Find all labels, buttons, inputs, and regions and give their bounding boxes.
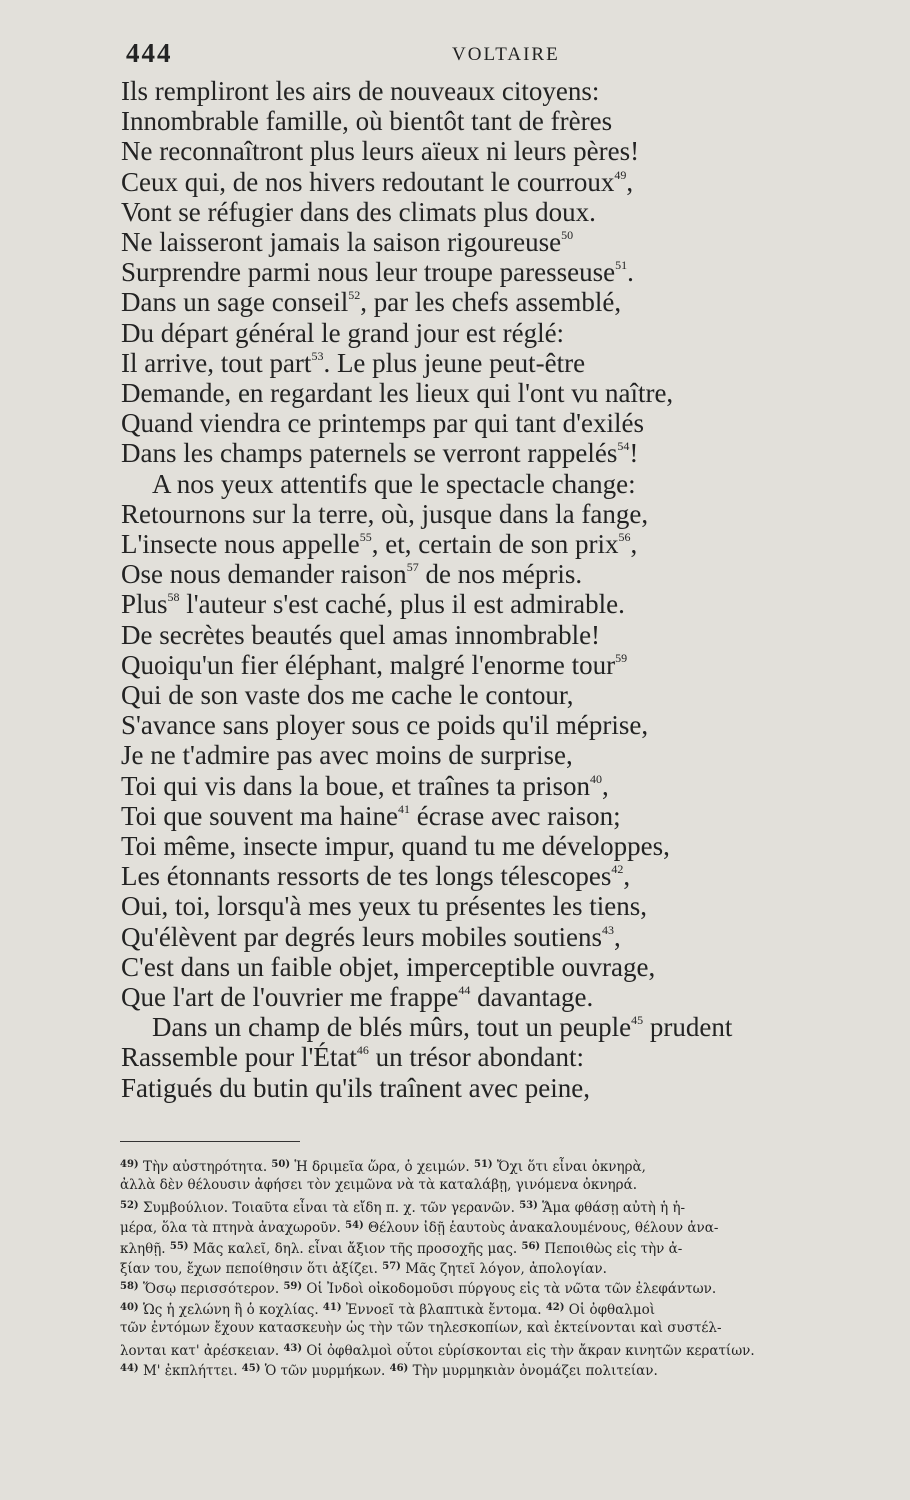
- footnote-line: [120, 1196, 685, 1218]
- text-run: un trésor abondant:: [368, 1042, 585, 1073]
- verse-line: [121, 1042, 584, 1072]
- text-run: Πεποιθὼς εἰς τὴν ἀ-: [540, 1240, 683, 1257]
- text-run: davantage.: [470, 982, 594, 1012]
- text-run: Il arrive, tout part: [121, 347, 312, 378]
- text-run: Qui de son vaste dos me cache le contour,: [121, 680, 574, 710]
- text-run: Ἡ δριμεῖα ὥρα, ὁ χειμών.: [290, 1159, 474, 1175]
- text-run: Toi que souvent ma haine: [121, 800, 399, 831]
- verse-line: [121, 227, 573, 257]
- running-head: VOLTAIRE: [452, 44, 560, 65]
- verse-line: [121, 257, 634, 287]
- verse-line: [152, 469, 636, 499]
- text-run: Ne laisseront jamais la saison rigoureuse: [121, 227, 562, 257]
- footnote-marker: 46): [389, 1363, 409, 1374]
- text-run: ,: [623, 861, 631, 892]
- verse-line: [121, 318, 564, 348]
- text-run: ,: [614, 921, 621, 952]
- verse-line: [121, 197, 596, 227]
- verse-line: [121, 650, 627, 680]
- text-run: C'est dans un faible objet, imperceptible ouvrage,: [121, 951, 656, 982]
- verse-line: [121, 680, 574, 710]
- text-run: Innombrable famille, où bientôt tant de frères: [121, 106, 613, 137]
- footnote-marker: 55): [169, 1240, 189, 1252]
- footnote-marker: 40: [590, 771, 603, 786]
- verse-line: [121, 861, 630, 891]
- text-run: λονται κατ' ἀρέσκειαν.: [120, 1342, 284, 1359]
- text-run: Fatigués du butin qu'ils traînent avec peine,: [121, 1072, 591, 1103]
- text-run: Les étonnants ressorts de tes longs télescopes: [121, 861, 612, 892]
- text-run: Oui, toi, lorsqu'à mes yeux tu présentes les tiens,: [121, 891, 648, 922]
- verse-line: [121, 891, 647, 921]
- footnote-marker: 51: [615, 258, 628, 273]
- text-run: Ἐννοεῖ τὰ βλαπτικὰ ἔντομα.: [341, 1301, 546, 1318]
- text-run: Plus: [121, 589, 168, 620]
- text-run: μέρα, ὅλα τὰ πτηνὰ ἀναχωροῦν.: [120, 1220, 346, 1237]
- footnote-marker: 52: [348, 288, 361, 303]
- verse-line: [121, 710, 648, 740]
- verse-line: [121, 740, 573, 770]
- footnote-marker: 54: [617, 439, 630, 454]
- text-run: de nos mépris.: [418, 559, 583, 590]
- footnote-marker: 42: [611, 862, 624, 877]
- footnote-line: [120, 1298, 655, 1320]
- text-run: ,: [630, 529, 638, 559]
- text-run: Μ' ἐκπλήττει.: [138, 1363, 242, 1379]
- text-run: Surprendre parmi nous leur troupe paresseuse: [121, 257, 616, 288]
- footnote-marker: 49): [120, 1159, 139, 1170]
- verse-line: [121, 408, 644, 438]
- page-header: [0, 38, 910, 70]
- verse-line: [121, 76, 599, 106]
- text-run: l'auteur s'est caché, plus il est admirable.: [179, 589, 625, 620]
- text-run: !: [629, 438, 639, 469]
- footnote-marker: 57: [406, 560, 419, 575]
- text-run: ,: [626, 166, 634, 197]
- text-run: Rassemble pour l'État: [121, 1042, 357, 1073]
- footnote-line: [120, 1339, 755, 1361]
- verse-line: [121, 136, 639, 166]
- footnote-marker: 45: [631, 1013, 644, 1028]
- text-run: Ἅμα φθάσῃ αὐτὴ ἡ ἡ-: [537, 1199, 686, 1216]
- footnote-marker: 44): [120, 1363, 139, 1374]
- footnote-line: [120, 1277, 716, 1299]
- text-run: Ὁ τῶν μυρμήκων.: [260, 1363, 390, 1379]
- footnote-line: [120, 1318, 722, 1338]
- footnote-rule: [120, 1141, 300, 1142]
- text-run: Du départ général le grand jour est réglé:: [121, 317, 565, 348]
- verse-line: [121, 348, 585, 378]
- text-run: Que l'art de l'ouvrier me frappe: [121, 982, 459, 1012]
- footnote-marker: 50): [271, 1159, 291, 1170]
- verse-line: [121, 801, 621, 831]
- footnote-marker: 55: [359, 530, 372, 544]
- verse-line: [121, 831, 670, 861]
- footnote-line: [120, 1216, 718, 1238]
- footnote-marker: 56): [521, 1240, 541, 1252]
- verse-line: [121, 499, 648, 529]
- text-run: Θέλουν ἰδῇ ἑαυτοὺς ἀνακαλουμένους, θέλουν ἀνα-: [363, 1220, 719, 1237]
- verse-line: [121, 982, 593, 1012]
- text-run: Μᾶς ζητεῖ λόγον, ἀπολογίαν.: [400, 1261, 607, 1277]
- verse-line: [121, 378, 673, 408]
- footnote-line: [120, 1237, 682, 1259]
- footnote-marker: 58): [120, 1281, 139, 1293]
- text-run: Τὴν μυρμηκιὰν ὀνομάζει πολιτείαν.: [408, 1363, 658, 1379]
- text-run: Je ne t'admire pas avec moins de surprise,: [121, 740, 573, 771]
- text-run: Ὅσῳ περισσότερον.: [138, 1281, 284, 1298]
- footnote-line: [120, 1155, 646, 1177]
- footnote-marker: 54): [345, 1220, 364, 1232]
- footnote-line: [120, 1257, 607, 1279]
- text-run: Demande, en regardant les lieux qui l'ont vu naître,: [121, 378, 674, 408]
- text-run: τῶν ἐντόμων ἔχουν κατασκευὴν ὡς τὴν τῶν τηλεσκοπίων, καὶ ἐκτείνονται καὶ συστέλ-: [120, 1320, 722, 1337]
- verse-line: [121, 771, 609, 801]
- footnote-marker: 59: [615, 650, 628, 665]
- footnote-marker: 58: [167, 590, 180, 605]
- text-run: . Le plus jeune peut-être: [323, 347, 586, 378]
- verse-line: [121, 922, 621, 952]
- text-run: Toi même, insecte impur, quand tu me développes,: [121, 831, 670, 861]
- text-run: .: [627, 257, 634, 288]
- text-run: κληθῇ.: [120, 1240, 170, 1257]
- footnote-line: [120, 1175, 637, 1195]
- footnote-marker: 50: [561, 228, 574, 242]
- text-run: A nos yeux attentifs que le spectacle change:: [152, 468, 636, 499]
- text-run: Ne reconnaîtront plus leurs aïeux ni leurs pères!: [121, 136, 640, 167]
- footnote-marker: 57): [382, 1261, 401, 1272]
- text-run: De secrètes beautés quel amas innombrable!: [121, 619, 601, 650]
- verse-line: [121, 287, 621, 317]
- footnote-marker: 41: [398, 801, 411, 816]
- footnote-marker: 53: [311, 348, 324, 363]
- footnote-marker: 42): [545, 1301, 565, 1313]
- footnote-marker: 44: [458, 983, 471, 997]
- verse-line: [121, 438, 638, 468]
- text-run: Quoiqu'un fier éléphant, malgré l'enorme tour: [121, 649, 616, 680]
- text-run: , par les chefs assemblé,: [360, 287, 622, 318]
- verse-line: [121, 589, 625, 619]
- text-run: Dans les champs paternels se verront rappelés: [121, 438, 618, 469]
- text-run: , et, certain de son prix: [371, 529, 619, 559]
- footnote-marker: 56: [618, 530, 631, 544]
- text-run: Dans un sage conseil: [121, 287, 349, 318]
- footnote-line: [120, 1359, 658, 1381]
- text-run: Toi qui vis dans la boue, et traînes ta prison: [121, 770, 591, 801]
- verse-line: [121, 559, 582, 589]
- footnote-marker: 45): [241, 1363, 261, 1374]
- text-run: Τὴν αὐστηρότητα.: [138, 1159, 272, 1175]
- text-run: Qu'élèvent par degrés leurs mobiles soutiens: [121, 921, 602, 952]
- footnote-marker: 43: [602, 922, 614, 937]
- text-run: Μᾶς καλεῖ, δηλ. εἶναι ἄξιον τῆς προσοχῆς μας.: [188, 1240, 522, 1257]
- text-run: Ils rempliront les airs de nouveaux citoyens:: [121, 76, 600, 106]
- footnote-marker: 53): [519, 1199, 538, 1211]
- footnote-marker: 52): [120, 1199, 139, 1211]
- text-run: ,: [602, 770, 609, 801]
- verse-line: [121, 952, 655, 982]
- text-run: prudent: [643, 1012, 733, 1043]
- footnote-marker: 41): [322, 1301, 342, 1313]
- verse-line: [121, 1073, 590, 1103]
- text-run: Οἱ Ἰνδοὶ οἰκοδομοῦσι πύργους εἰς τὰ νῶτα τῶν ἐλεφάντων.: [302, 1281, 717, 1298]
- verse-line: [121, 620, 600, 650]
- footnote-marker: 59): [283, 1281, 303, 1293]
- footnote-marker: 46: [356, 1043, 369, 1058]
- page-number: 444: [126, 38, 173, 68]
- footnote-marker: 43): [283, 1342, 303, 1354]
- verse-line: [121, 167, 633, 197]
- footnote-marker: 40): [120, 1301, 139, 1313]
- text-run: L'insecte nous appelle: [121, 529, 360, 559]
- text-run: Quand viendra ce printemps par qui tant d'exilés: [121, 408, 644, 439]
- text-run: ξίαν του, ἔχων πεποίθησιν ὅτι ἀξίζει.: [120, 1261, 383, 1277]
- verse-line: [152, 1012, 732, 1042]
- text-run: Οἱ ὀφθαλμοὶ: [564, 1301, 656, 1318]
- text-run: écrase avec raison;: [410, 800, 621, 831]
- text-run: Ceux qui, de nos hivers redoutant le courroux: [121, 166, 615, 197]
- text-run: Ὡς ἡ χελώνη ἢ ὁ κοχλίας.: [138, 1301, 323, 1318]
- text-run: ἀλλὰ δὲν θέλουσιν ἀφήσει τὸν χειμῶνα νὰ τὰ καταλάβῃ, γινόμενα ὀκνηρά.: [120, 1177, 637, 1194]
- text-run: Συμβούλιον. Τοιαῦτα εἶναι τὰ εἴδη π. χ. τῶν γερανῶν.: [138, 1199, 520, 1216]
- text-run: Ὄχι ὅτι εἶναι ὀκνηρὰ,: [492, 1159, 646, 1175]
- text-run: Retournons sur la terre, où, jusque dans la fange,: [121, 498, 649, 529]
- verse-line: [121, 529, 637, 559]
- text-run: Οἱ ὀφθαλμοὶ οὗτοι εὑρίσκονται εἰς τὴν ἄκραν κινητῶν κερατίων.: [302, 1342, 755, 1359]
- verse-line: [121, 106, 612, 136]
- text-run: Vont se réfugier dans des climats plus doux.: [121, 196, 596, 227]
- text-run: Ose nous demander raison: [121, 559, 407, 590]
- text-run: S'avance sans ployer sous ce poids qu'il méprise,: [121, 710, 649, 741]
- footnote-marker: 49: [614, 167, 627, 182]
- text-run: Dans un champ de blés mûrs, tout un peuple: [152, 1012, 632, 1043]
- footnote-marker: 51): [473, 1159, 493, 1170]
